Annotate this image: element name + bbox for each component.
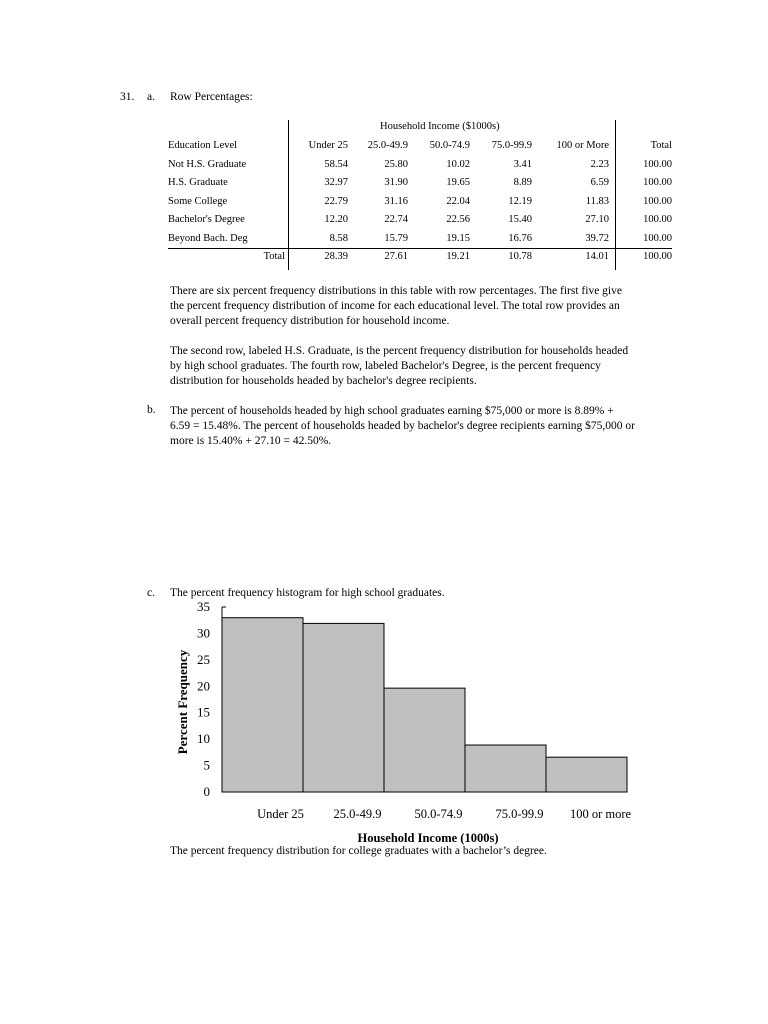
x-tick-label: 100 or more xyxy=(569,807,632,821)
table-cell: 100.00 xyxy=(643,195,672,207)
text-line: The percent of households headed by high school graduates earning $75,000 or more is 8.89% + xyxy=(170,405,614,417)
table-cell: 39.72 xyxy=(585,232,609,244)
y-tick-label: 0 xyxy=(203,784,210,799)
table-cell: 14.01 xyxy=(585,251,609,263)
table-cell: 10.78 xyxy=(508,251,532,263)
table-cell: 3.41 xyxy=(513,158,532,170)
table-cell: 10.02 xyxy=(446,158,470,170)
part-b-label: b. xyxy=(147,404,156,416)
row-label: Some College xyxy=(168,195,228,207)
table-cell: 22.56 xyxy=(446,214,470,226)
histogram-bar xyxy=(546,757,627,792)
table-cell: 100.00 xyxy=(643,177,672,189)
table-group-header: Household Income ($1000s) xyxy=(380,121,500,132)
table-cell: 22.79 xyxy=(324,195,348,207)
x-tick-label: 50.0-74.9 xyxy=(414,807,463,821)
text-line: 6.59 = 15.48%. The percent of households headed by bachelor's degree recipients earning $75,000 or xyxy=(170,420,636,432)
row-header: Education Level xyxy=(168,140,238,152)
table-cell: 27.10 xyxy=(585,214,609,226)
table-cell: 100.00 xyxy=(643,232,672,244)
table-cell: 15.79 xyxy=(384,232,408,244)
text-line: There are six percent frequency distributions in this table with row percentages. The first five give xyxy=(170,285,622,297)
table-cell: 32.97 xyxy=(324,177,348,189)
table-cell: 19.15 xyxy=(446,232,470,244)
table-cell: 31.16 xyxy=(384,195,408,207)
table-cell: 100.00 xyxy=(643,214,672,226)
closing-text: The percent frequency distribution for college graduates with a bachelor’s degree. xyxy=(170,845,547,857)
row-label: H.S. Graduate xyxy=(168,177,228,189)
table-cell: 8.89 xyxy=(513,177,532,189)
table-cell: 2.23 xyxy=(590,158,609,170)
text-line: The second row, labeled H.S. Graduate, is the percent frequency distribution for households headed xyxy=(170,345,629,357)
part-a-title: Row Percentages: xyxy=(170,91,253,103)
x-tick-label: 25.0-49.9 xyxy=(333,807,382,821)
table-cell: 100.00 xyxy=(643,158,672,170)
text-line: by high school graduates. The fourth row, labeled Bachelor's Degree, is the percent frequency xyxy=(170,360,601,372)
table-cell: 11.83 xyxy=(585,195,609,207)
histogram-bar xyxy=(222,618,303,792)
table-cell: 19.21 xyxy=(446,251,470,263)
row-label: Bachelor's Degree xyxy=(168,214,245,226)
table-cell: 25.80 xyxy=(384,158,408,170)
col-header: Under 25 xyxy=(308,140,348,152)
part-a-label: a. xyxy=(147,91,155,103)
text-line: more is 15.40% + 27.10 = 42.50%. xyxy=(170,435,332,447)
table-cell: 12.20 xyxy=(324,214,348,226)
x-axis-label: Household Income (1000s) xyxy=(357,831,499,845)
part-c-label: c. xyxy=(147,587,155,599)
histogram-bar xyxy=(465,745,546,792)
col-header: 100 or More xyxy=(556,140,609,152)
table-cell: 12.19 xyxy=(508,195,532,207)
part-c-caption: The percent frequency histogram for high school graduates. xyxy=(170,587,445,599)
table-cell: 19.65 xyxy=(446,177,470,189)
y-tick-label: 10 xyxy=(197,731,210,747)
problem-number: 31. xyxy=(120,91,135,103)
y-tick-label: 30 xyxy=(197,625,210,641)
x-tick-label: Under 25 xyxy=(257,807,304,821)
table-cell: 58.54 xyxy=(324,158,348,170)
table-cell: 16.76 xyxy=(508,232,532,244)
y-tick-label: 25 xyxy=(197,651,210,667)
y-tick-label: 20 xyxy=(197,678,210,694)
histogram-bar xyxy=(384,688,465,792)
text-line: overall percent frequency distribution for household income. xyxy=(170,315,450,327)
col-header: 50.0-74.9 xyxy=(429,140,470,152)
row-label: Total xyxy=(263,251,285,263)
row-label: Beyond Bach. Deg xyxy=(168,232,248,244)
x-tick-label: 75.0-99.9 xyxy=(495,807,544,821)
table-cell: 22.74 xyxy=(384,214,408,226)
table-cell: 28.39 xyxy=(324,251,348,263)
table-cell: 27.61 xyxy=(384,251,408,263)
table-cell: 31.90 xyxy=(384,177,408,189)
table-cell: 22.04 xyxy=(446,195,470,207)
y-tick-label: 15 xyxy=(197,704,210,720)
col-header: 75.0-99.9 xyxy=(491,140,532,152)
table-cell: 15.40 xyxy=(508,214,532,226)
col-header: 25.0-49.9 xyxy=(367,140,408,152)
y-axis-label: Percent Frequency xyxy=(175,649,190,755)
table-cell: 8.58 xyxy=(329,232,348,244)
row-label: Not H.S. Graduate xyxy=(168,158,247,170)
col-header: Total xyxy=(650,140,672,152)
y-tick-label: 5 xyxy=(203,757,210,773)
text-line: distribution for households headed by bachelor's degree recipients. xyxy=(170,375,477,387)
text-line: the percent frequency distribution of income for each educational level. The total row provides an xyxy=(170,300,620,312)
histogram-bar xyxy=(303,623,384,792)
table-cell: 100.00 xyxy=(643,251,672,263)
table-cell: 6.59 xyxy=(590,177,609,189)
y-tick-label: 35 xyxy=(197,599,210,614)
